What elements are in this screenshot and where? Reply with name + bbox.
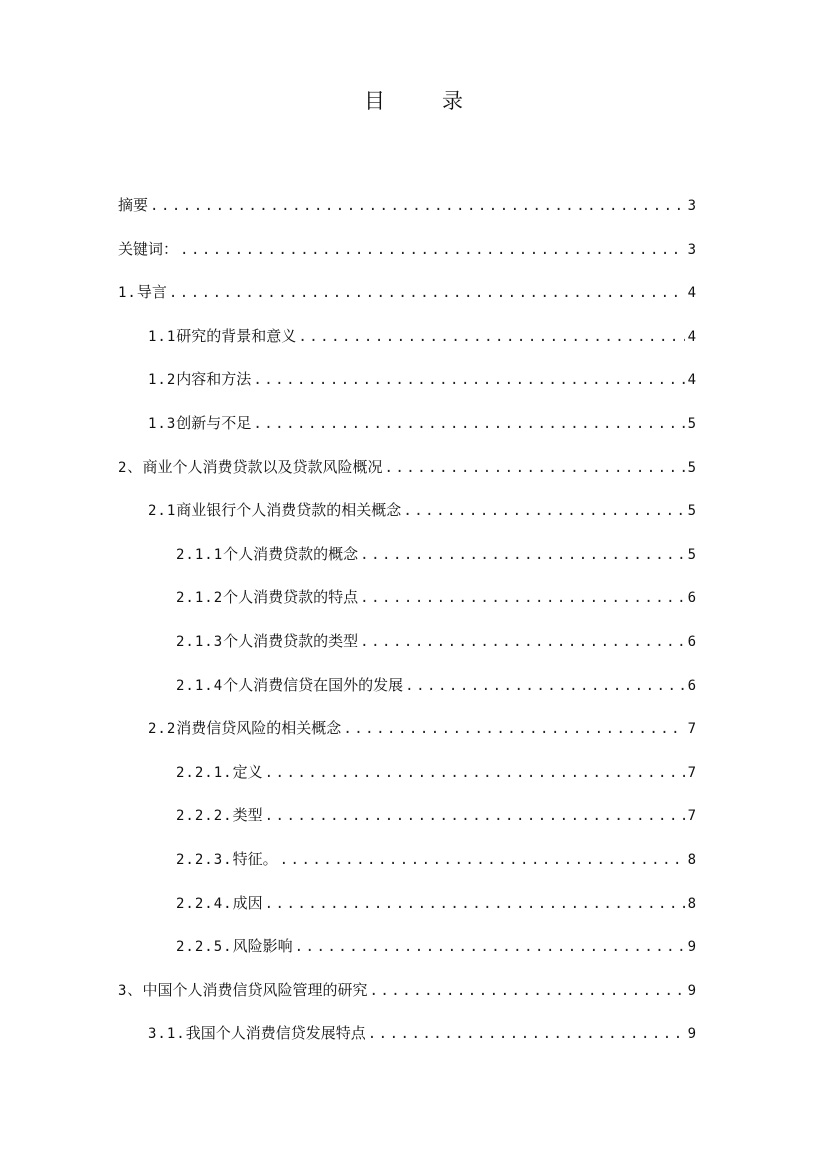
toc-entry[interactable] xyxy=(118,1019,696,1063)
toc-entry-label xyxy=(148,409,251,438)
toc-dot-leader xyxy=(180,236,685,264)
toc-entry-text: 内容和方法 xyxy=(176,370,252,389)
toc-dot-leader xyxy=(265,759,685,787)
toc-page-number: 7 xyxy=(687,808,696,825)
toc-dot-leader xyxy=(369,977,684,1005)
toc-page-number: 3 xyxy=(687,241,696,258)
page-title: 目 录 xyxy=(364,89,481,113)
toc-entry-number: 2.2.2. xyxy=(176,808,233,825)
toc-entry-number: 2.1.3 xyxy=(176,633,224,650)
table-of-contents xyxy=(118,191,696,1063)
toc-entry-number: 1. xyxy=(118,285,137,302)
toc-page-number: 6 xyxy=(687,633,696,650)
toc-entry-text: 摘要 xyxy=(118,196,149,214)
toc-entry-number: 2.1.1 xyxy=(176,546,224,563)
toc-entry-label xyxy=(118,976,367,1005)
toc-entry-number: 1.3 xyxy=(148,415,177,432)
toc-dot-leader xyxy=(343,715,684,743)
toc-entry-number: 2.1 xyxy=(148,503,177,520)
toc-page-number: 5 xyxy=(687,546,696,563)
toc-dot-leader xyxy=(295,933,685,961)
toc-entry-number: 2.1.4 xyxy=(176,677,224,694)
toc-entry-text: 成因 xyxy=(232,893,263,912)
toc-entry-number: 1.2 xyxy=(148,372,177,389)
toc-entry[interactable] xyxy=(118,453,696,497)
toc-entry-text: 类型 xyxy=(232,806,263,825)
toc-entry-label xyxy=(148,1019,366,1048)
toc-entry-label xyxy=(176,583,358,612)
toc-dot-leader xyxy=(405,672,684,700)
toc-page-number: 5 xyxy=(687,503,696,520)
toc-entry-number: 2.2.4. xyxy=(176,895,233,912)
toc-entry[interactable] xyxy=(118,758,696,802)
toc-dot-leader xyxy=(169,279,685,307)
toc-page-number: 7 xyxy=(687,721,696,738)
toc-entry-text: 中国个人消费信贷风险管理的研究 xyxy=(142,980,368,999)
toc-dot-leader xyxy=(368,1020,685,1048)
toc-entry-text: 定义 xyxy=(232,762,263,781)
toc-dot-leader xyxy=(360,628,684,656)
toc-page-number: 4 xyxy=(687,328,696,345)
toc-entry[interactable] xyxy=(118,714,696,758)
toc-entry-number: 1.1 xyxy=(148,328,177,345)
toc-dot-leader xyxy=(403,497,684,525)
toc-entry[interactable] xyxy=(118,889,696,933)
toc-entry-number: 3、 xyxy=(118,982,143,999)
toc-entry[interactable] xyxy=(118,235,696,279)
toc-entry-text: 特征。 xyxy=(232,849,278,868)
toc-entry-text: 个人消费信贷在国外的发展 xyxy=(223,675,404,694)
toc-entry-text: 创新与不足 xyxy=(176,413,252,432)
toc-entry[interactable] xyxy=(118,583,696,627)
toc-entry-text: 我国个人消费信贷发展特点 xyxy=(185,1024,366,1043)
toc-entry-text: 消费信贷风险的相关概念 xyxy=(176,719,342,738)
toc-page-number: 4 xyxy=(687,372,696,389)
toc-entry-number: 3.1. xyxy=(148,1026,186,1043)
toc-entry-label xyxy=(118,453,382,482)
toc-entry[interactable] xyxy=(118,540,696,584)
toc-entry-label xyxy=(176,540,358,569)
toc-page-number: 8 xyxy=(687,851,696,868)
toc-entry-text: 个人消费贷款的特点 xyxy=(223,588,359,607)
toc-entry-label xyxy=(118,278,167,307)
toc-entry[interactable] xyxy=(118,932,696,976)
toc-entry[interactable] xyxy=(118,191,696,235)
toc-entry[interactable] xyxy=(118,409,696,453)
toc-page-number: 9 xyxy=(687,939,696,956)
toc-page-number: 8 xyxy=(687,895,696,912)
toc-dot-leader xyxy=(253,410,684,438)
toc-entry-label xyxy=(148,714,341,743)
toc-dot-leader xyxy=(360,584,684,612)
toc-entry-label xyxy=(176,845,278,874)
toc-entry-label xyxy=(118,191,148,219)
toc-dot-leader xyxy=(253,366,684,394)
toc-entry-label xyxy=(148,496,401,525)
toc-dot-leader xyxy=(384,454,684,482)
toc-entry-number: 2.1.2 xyxy=(176,590,224,607)
toc-entry-text: 商业个人消费贷款以及贷款风险概况 xyxy=(142,457,383,476)
toc-entry[interactable] xyxy=(118,278,696,322)
toc-entry-text: 个人消费贷款的概念 xyxy=(223,544,359,563)
toc-entry[interactable] xyxy=(118,845,696,889)
toc-entry-label xyxy=(176,627,358,656)
toc-entry-text: 研究的背景和意义 xyxy=(176,326,297,345)
toc-entry[interactable] xyxy=(118,671,696,715)
toc-entry-label xyxy=(176,889,263,918)
toc-dot-leader xyxy=(265,890,685,918)
toc-dot-leader xyxy=(280,846,685,874)
toc-page-number: 3 xyxy=(687,198,696,214)
toc-entry-text: 导言 xyxy=(136,283,167,302)
toc-entry[interactable] xyxy=(118,365,696,409)
toc-entry-text: 个人消费贷款的类型 xyxy=(223,631,359,650)
toc-dot-leader xyxy=(298,323,684,351)
toc-entry-label xyxy=(176,801,263,830)
toc-entry-label xyxy=(176,932,293,961)
toc-entry-text: 商业银行个人消费贷款的相关概念 xyxy=(176,501,402,520)
toc-entry[interactable] xyxy=(118,976,696,1020)
toc-page-number: 9 xyxy=(687,1026,696,1043)
toc-entry-label xyxy=(118,235,178,263)
toc-entry-text: 关键词： xyxy=(118,239,179,258)
toc-entry-number: 2.2.3. xyxy=(176,851,233,868)
toc-dot-leader xyxy=(265,802,685,830)
toc-page-number: 9 xyxy=(687,982,696,999)
toc-page-number: 5 xyxy=(687,459,696,476)
toc-page-number: 7 xyxy=(687,764,696,781)
toc-entry[interactable] xyxy=(118,496,696,540)
toc-entry[interactable] xyxy=(118,801,696,845)
toc-dot-leader xyxy=(150,192,685,220)
toc-entry-label xyxy=(176,758,263,787)
toc-dot-leader xyxy=(360,541,684,569)
toc-entry-number: 2.2 xyxy=(148,721,177,738)
toc-entry-text: 风险影响 xyxy=(232,937,293,956)
toc-entry-number: 2.2.1. xyxy=(176,764,233,781)
toc-page-number: 5 xyxy=(687,415,696,432)
toc-entry-number: 2、 xyxy=(118,459,143,476)
toc-entry[interactable] xyxy=(118,322,696,366)
toc-page-number: 6 xyxy=(687,590,696,607)
toc-entry-label xyxy=(176,671,403,700)
toc-page-number: 4 xyxy=(687,285,696,302)
toc-entry-label xyxy=(148,365,251,394)
toc-page-number: 6 xyxy=(687,677,696,694)
toc-entry-number: 2.2.5. xyxy=(176,939,233,956)
toc-entry[interactable] xyxy=(118,627,696,671)
toc-entry-label xyxy=(148,322,296,351)
